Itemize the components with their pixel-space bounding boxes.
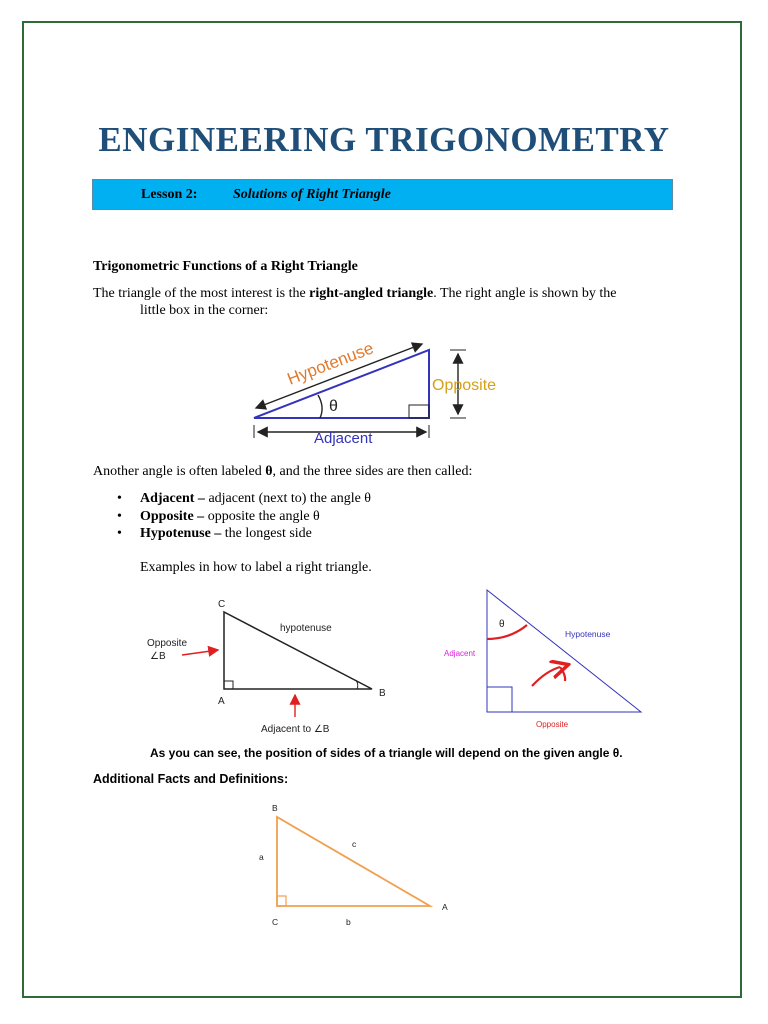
intro-paragraph bbox=[93, 285, 683, 319]
fig2-vertex-b: B bbox=[379, 688, 386, 699]
lesson-topic: Solutions of Right Triangle bbox=[233, 187, 391, 202]
list-item: • Opposite – opposite the angle θ bbox=[117, 508, 320, 524]
fig3-triangle bbox=[487, 590, 641, 712]
fig4-vertex-b: B bbox=[272, 803, 278, 813]
fig3-right-angle-box bbox=[487, 687, 512, 712]
bullet-desc: adjacent (next to) the angle θ bbox=[204, 491, 372, 506]
figure-theta-triangle bbox=[440, 585, 650, 735]
angle-sentence-before: Another angle is often labeled bbox=[93, 464, 266, 479]
fig2-right-angle-box bbox=[224, 681, 233, 689]
fig2-vertex-a: A bbox=[218, 696, 225, 707]
fig1-right-angle-box bbox=[409, 405, 429, 418]
side-names-list bbox=[93, 490, 371, 543]
figure-hypotenuse-diagram bbox=[232, 330, 522, 450]
intro-continuation: little box in the corner: bbox=[140, 303, 269, 318]
fig2-opposite-label: Opposite bbox=[147, 638, 188, 649]
fig4-side-c: c bbox=[352, 839, 357, 849]
list-item: • Adjacent – adjacent (next to) the angle θ bbox=[117, 491, 372, 506]
angle-sentence-after: , and the three sides are then called: bbox=[272, 464, 473, 479]
additional-facts-heading: Additional Facts and Definitions: bbox=[93, 772, 289, 786]
fig4-side-b: b bbox=[346, 917, 351, 927]
intro-before: The triangle of the most interest is the bbox=[93, 286, 310, 301]
fig4-triangle bbox=[277, 817, 430, 906]
section-heading: Trigonometric Functions of a Right Triangle bbox=[93, 259, 358, 274]
fig3-angle-symbol: θ bbox=[499, 619, 505, 630]
examples-text: Examples in how to label a right triangle. bbox=[140, 560, 372, 575]
bullet-desc: opposite the angle θ bbox=[204, 508, 320, 524]
fig1-angle-symbol: θ bbox=[329, 398, 338, 415]
lesson-label: Lesson 2: bbox=[141, 187, 198, 202]
fig2-opposite-angle-label: ∠B bbox=[150, 651, 166, 662]
fig3-hypotenuse-label: Hypotenuse bbox=[565, 629, 611, 639]
angle-symbol: θ bbox=[265, 464, 273, 479]
figure-abc-sides-triangle bbox=[250, 797, 460, 932]
intro-after: . The right angle is shown by the bbox=[433, 286, 617, 301]
intro-bold: right-angled triangle bbox=[309, 286, 434, 301]
bullet-desc: the longest side bbox=[221, 526, 312, 541]
list-item: • Hypotenuse – the longest side bbox=[117, 526, 312, 541]
fig4-vertex-c: C bbox=[272, 917, 279, 927]
fig2-opposite-arrow bbox=[182, 650, 218, 655]
bullet-term: Opposite – bbox=[140, 508, 205, 524]
bullet-term: Adjacent – bbox=[140, 491, 205, 506]
fig1-adjacent-label: Adjacent bbox=[314, 430, 373, 447]
fig4-right-angle-box bbox=[277, 896, 286, 906]
bullet-term: Hypotenuse – bbox=[140, 526, 222, 541]
fig1-angle-arc bbox=[318, 395, 322, 418]
document-title: ENGINEERING TRIGONOMETRY bbox=[98, 120, 670, 159]
lesson-banner bbox=[92, 179, 673, 210]
fig3-adjacent-label: Adjacent bbox=[444, 649, 476, 658]
angle-sentence bbox=[93, 463, 472, 480]
figure-abc-labeled-triangle bbox=[140, 592, 400, 742]
fig2-hypotenuse-label: hypotenuse bbox=[280, 623, 332, 634]
fig3-direction-arrow bbox=[532, 667, 560, 686]
fig2-vertex-c: C bbox=[218, 599, 226, 610]
fig2-adjacent-label: Adjacent to ∠B bbox=[261, 724, 330, 735]
fig1-hypotenuse-label: Hypotenuse bbox=[284, 338, 377, 389]
fig1-opposite-label: Opposite bbox=[432, 377, 497, 394]
fig4-vertex-a: A bbox=[442, 902, 448, 912]
position-note: As you can see, the position of sides of a triangle will depend on the given angle θ. bbox=[150, 746, 623, 760]
fig3-angle-arc bbox=[487, 625, 527, 639]
fig4-side-a: a bbox=[259, 852, 264, 862]
fig3-opposite-label: Opposite bbox=[536, 720, 569, 729]
